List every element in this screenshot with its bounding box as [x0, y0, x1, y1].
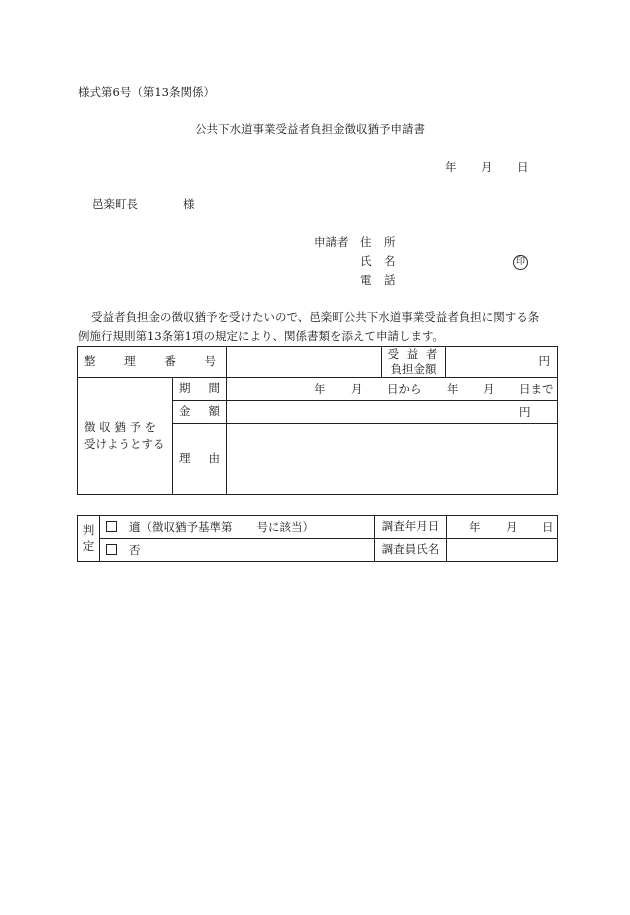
form-number: 様式第6号（第13条関係）: [78, 85, 215, 99]
address-label-1: 住: [360, 235, 372, 249]
ref-number-field[interactable]: [227, 347, 382, 378]
ref-label-char-4: 号: [204, 354, 216, 369]
address-label-2: 所: [384, 235, 396, 249]
request-label-cell: [78, 378, 173, 495]
judge-label-cell: [78, 516, 100, 562]
period-year-2: 年: [447, 382, 459, 396]
body-text-line-2: 例施行規則第13条第1項の規定により、関係書類を添えて申請します。: [78, 329, 445, 343]
surveyor-field[interactable]: [447, 539, 558, 562]
period-row: [78, 378, 558, 401]
surveyor-label-cell: 調査員氏名: [375, 539, 447, 562]
judge-label-char-1: 判: [82, 522, 95, 537]
ref-row: [78, 347, 558, 378]
date-day-label: 日: [517, 160, 529, 174]
approve-label: 適（徴収猶予基準第: [129, 519, 233, 534]
ref-label-char-3: 番: [164, 354, 176, 369]
survey-date-label-cell: 調査年月日: [375, 516, 447, 539]
period-month-1: 月: [351, 382, 363, 396]
addressee-name: 邑楽町長: [92, 197, 138, 211]
ref-label-cell: [78, 347, 227, 378]
phone-label-2: 話: [384, 273, 396, 287]
approve-row: [78, 516, 558, 539]
reason-label-char-2: 由: [208, 451, 220, 466]
reject-checkbox[interactable]: [106, 544, 117, 555]
seal-icon: [513, 255, 528, 270]
date-month-label: 月: [481, 160, 493, 174]
date-year-label: 年: [445, 160, 457, 174]
amount-label-cell: [382, 347, 446, 378]
judge-label-char-2: 定: [82, 538, 95, 553]
judge-table: [77, 515, 558, 562]
period-label-cell: [173, 378, 227, 401]
reason-field[interactable]: [227, 424, 558, 495]
survey-day-label: 日: [542, 520, 554, 534]
survey-month-label: 月: [506, 520, 518, 534]
amount2-field[interactable]: [227, 401, 558, 424]
name-label-2: 名: [384, 254, 396, 268]
reject-option[interactable]: [100, 539, 375, 562]
amount-label-line-2: 負担金額: [390, 362, 437, 376]
seal-mark: 印: [513, 255, 528, 270]
amount2-label-char-1: 金: [179, 404, 191, 419]
page-title: 公共下水道事業受益者負担金徴収猶予申請書: [195, 122, 425, 136]
name-label-1: 氏: [360, 254, 372, 268]
amount-yen-label: 円: [538, 354, 550, 369]
period-field[interactable]: [227, 378, 558, 401]
reason-label-cell: [173, 424, 227, 495]
ref-label-char-1: 整: [84, 354, 96, 369]
body-text-line-1: 受益者負担金の徴収猶予を受けたいので、邑楽町公共下水道事業受益者負担に関する条: [91, 310, 540, 324]
period-year-1: 年: [314, 382, 326, 396]
period-from: 日から: [387, 382, 422, 396]
main-table: [77, 346, 558, 495]
amount2-label-char-2: 額: [208, 404, 220, 419]
addressee-honorific: 様: [183, 197, 195, 211]
period-label-char-2: 間: [208, 381, 220, 396]
reject-label: 否: [129, 542, 141, 557]
amount2-label-cell: [173, 401, 227, 424]
period-label-char-1: 期: [179, 381, 191, 396]
period-month-2: 月: [483, 382, 495, 396]
approve-option[interactable]: [100, 516, 375, 539]
request-label-line-2: 受けようとする: [84, 437, 165, 451]
approve-suffix: 号に該当）: [256, 519, 314, 534]
approve-checkbox[interactable]: [106, 521, 117, 532]
request-label-line-1: 徴 収 猶 予 を: [84, 420, 157, 435]
ref-label-char-2: 理: [124, 354, 136, 369]
period-until: 日まで: [519, 382, 554, 396]
amount-field[interactable]: [446, 347, 558, 378]
amount-label-line-1: 受 益 者: [387, 347, 440, 362]
reason-label-char-1: 理: [179, 451, 191, 466]
survey-date-field[interactable]: [447, 516, 558, 539]
reject-row: [78, 539, 558, 562]
survey-year-label: 年: [469, 520, 481, 534]
amount2-yen-label: 円: [519, 405, 531, 419]
applicant-label: 申請者: [314, 235, 349, 249]
phone-label-1: 電: [360, 273, 372, 287]
